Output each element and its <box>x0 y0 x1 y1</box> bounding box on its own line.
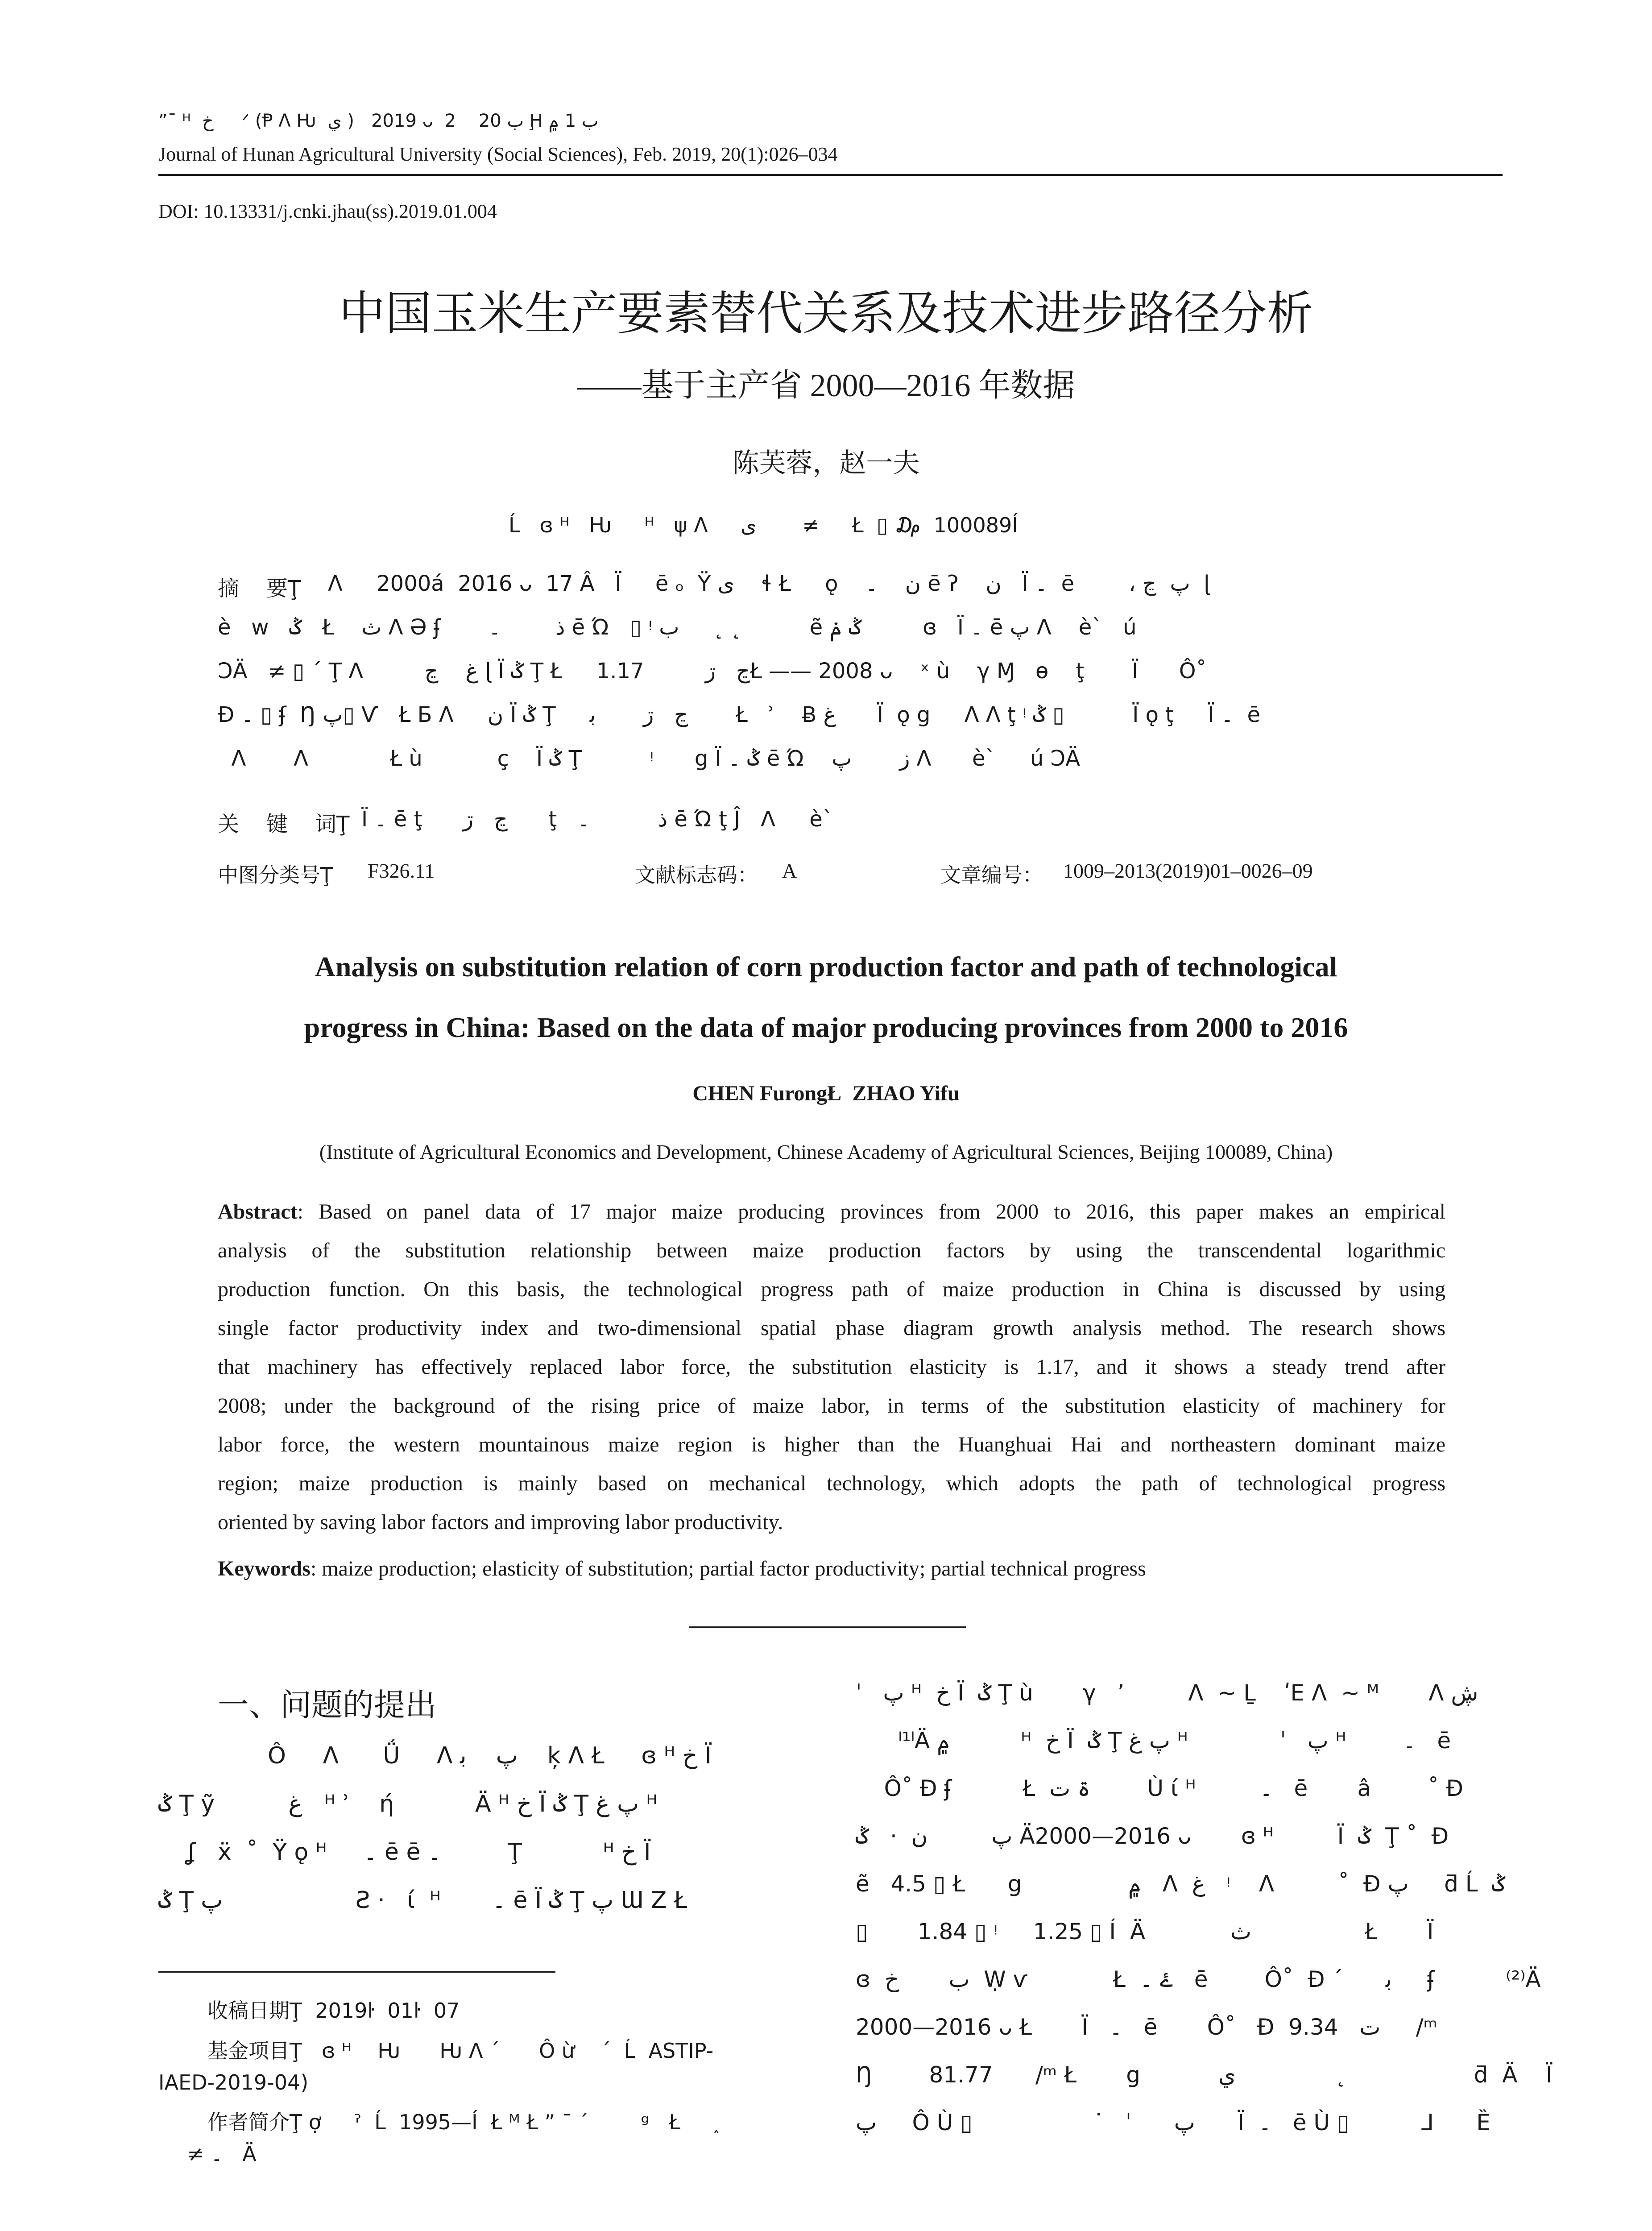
clc-value: F326.11 <box>368 859 435 882</box>
body-line: ẽ 4.5 ▯ Ł g ۾ ᐱ ﻍ ᵎ ᐱ ˚ Ɖ پ ƌ Ĺ ݣ <box>856 1871 1505 1897</box>
abstract-en-line: 2008; under the background of the rising price of maize labor, in terms of the substitution elasticity of machinery for <box>218 1394 1445 1418</box>
section-divider <box>689 1626 966 1628</box>
body-line: ɞ ب ﺥ Ẉ ѵ Ł ۓ ۔ ē Ô˚ Ɖ ˊ ﺑ ʄ ⁽²⁾Ä <box>856 1966 1541 1992</box>
body-line: پ ن · ݣ Ä2000—2016 ᴗ ɞ ᴴ Ï ݣ Ţ ˚ Ɖ <box>856 1823 1449 1849</box>
abstract-en-line: Abstract: Based on panel data of 17 major maize producing provinces from 2000 to 2016, this paper makes an empirical <box>218 1200 1445 1223</box>
abstract-cn-line: ᐱ ᐱ Ł ù ç Ï ݣ Ţ ᵎ g Ï ݣ ۔ ē Ώ ز پ ᐱ è` ú ƆÄ <box>218 746 1081 771</box>
abstract-en-label: Abstract <box>218 1200 298 1223</box>
keywords-en-text: : maize production; elasticity of substitution; partial factor productivity; partial technical progress <box>310 1557 1146 1580</box>
abstract-en-line: production function. On this basis, the technological progress path of maize production in China is discussed by using <box>218 1277 1445 1301</box>
authors-cn: 陈芙蓉，赵一夫 <box>732 448 920 479</box>
abstract-en-line: analysis of the substitution relationship between maize production factors by using the transcendental logarithmic <box>218 1239 1445 1262</box>
title-en: Analysis on substitution relation of corn production factor and path of technological <box>315 951 1337 983</box>
journal-header-cn: ”¯ ᴴ ﺥ ᐟ (Ᵽ ᐱ Ƕ ي ) 2019 ᴗ 2 ب 20 Ḩ ب 1 ۾ <box>158 111 599 131</box>
keywords-en <box>218 1556 1146 1581</box>
body-line: ݣ Ţ پ Ƨ · ί ᴴ ۔ ē Ï ݣ Ţ پ Ɯ Ζ Ł <box>158 1887 687 1914</box>
body-line: Ŋ 81.77 /ᵐ Ł g ي ˛ ƌ Ä Ï <box>856 2062 1553 2088</box>
header-rule <box>158 174 1503 176</box>
abstract-en-line: that machinery has effectively replaced labor force, the substitution elasticity is 1.17, and it shows a steady trend after <box>218 1355 1445 1379</box>
footnote-author-cont: ≠ ۔ Ä <box>174 2142 257 2166</box>
abstract-cn-label: 摘 要Ţ <box>218 576 301 601</box>
keywords-cn-text: Ï ۔ ē ţ ڃ ڗ ţ ذ ۔ ē Ώ ţ Ĵ ᐱ è` <box>361 807 833 832</box>
footnote-funding-cont: IAED-2019-04) <box>158 2070 309 2094</box>
abstract-cn-line: ᐱ 2000á 2016 ᴗ 17 Â Ï ē ₒ Ÿ ى ɬ Ł ǫ ن ۔ ē ʔ ن Ï ۔ ē ، پ ڃ ɭ <box>328 571 1210 596</box>
footnote-rule <box>158 1971 555 1973</box>
body-line: ݣ Ţ ỹ ﻍ ᴴ ʾ ή Ä ᴴ ﺥ Ï ݣ Ţ پ ﻍ ᴴ <box>158 1791 658 1817</box>
journal-header-en: Journal of Hunan Agricultural University (Social Sciences), Feb. 2019, 20(1):026–034 <box>158 143 838 165</box>
abstract-en-line: labor force, the western mountainous maize region is higher than the Huanghuai Hai and northeastern dominant maize <box>218 1433 1445 1456</box>
body-line: پ Ô Ù ▯ ˙ ˈ پ Ï ۔ ē Ù ▯ ᒧ Ȅ <box>856 2110 1491 2136</box>
subtitle-cn: ——基于主产省 2000—2016 年数据 <box>577 368 1075 403</box>
abstract-cn-line: è ᴡ ݣ Ł ث ᐱ Ə ʄ ذ ۔ ē Ώ ▯ ᵎ ب ˛ ˛ ẽ ݣ ݥ ɞ Ï ۔ ē پ ᐱ è` ú <box>218 615 1137 640</box>
footnote-funding: 基金项目Ţ ɞ ᴴ Ƕ Ƕ ᐱ ˊ Ô ừ ˊ Ĺ ASTIP- <box>207 2039 714 2063</box>
section-heading: 一、问题的提出 <box>218 1687 436 1723</box>
clc-label: 中图分类号Ţ <box>218 863 333 887</box>
affiliation-cn: Ĺ ɞ ᴴ Ƕ ᴴ ψ ᐱ ى ≠ Ł ▯ ₯ 100089Í <box>509 513 1018 537</box>
body-line: Ô ᐱ Ǘ ᐱ پ ﺑ ķ ᐱ Ł ɞ ᴴ ﺥ Ï <box>268 1742 712 1769</box>
title-en-line2: progress in China: Based on the data of major producing provinces from 2000 to 2016 <box>304 1012 1348 1043</box>
body-line: ʆ ẍ ˚ Ÿ ǫ ᴴ ۔ ē ē ۔ Ţ ᴴ ﺥ Ï <box>158 1839 651 1866</box>
abstract-en-line: region; maize production is mainly based on mechanical technology, which adopts the path of technological progress <box>218 1472 1445 1495</box>
abstract-en-line: oriented by saving labor factors and improving labor productivity. <box>218 1510 783 1534</box>
keywords-en-label: Keywords <box>218 1557 311 1580</box>
abstract-cn-line: ƆÄ ≠ ▯ ´ Ţ ᐱ ﻍ ڃ ɭ Ï ݣ Ţ Ł ڃ ڗ 1.17Ł —— 2008 ᴗ ˣ ù γ Ɱ ɵ ţ Ï Ô˚ <box>218 659 1207 684</box>
body-line: 2000—2016 ᴗ Ł Ï ۔ ē Ô˚ Ɖ ت 9.34 /ᵐ <box>856 2014 1437 2040</box>
abstract-en <box>218 1192 1445 1542</box>
title-cn: 中国玉米生产要素替代关系及技术进步路径分析 <box>339 286 1313 340</box>
abstract-cn-line: Ɖ ۔ ▯ ʄ Ŋ پ▯ Ѵ Ł Ƃ ᐱ ن Ï ݣ Ţ ڃ ڗ ﺑ Ł ʾ Ƀ ﻍ Ï ǫ g ᐱ ᐱ ţ ᵎ ݣ ▯ Ï ǫ ţ Ï ۔ ē <box>218 702 1260 727</box>
classification-row <box>218 859 1503 886</box>
body-line: ▯ 1.84 ▯ ᵎ 1.25 ▯ Í Ä ث Ł Ï <box>856 1919 1434 1945</box>
authors-en: CHEN FurongŁ ZHAO Yifu <box>692 1082 960 1105</box>
doc-code-value: A <box>782 859 797 882</box>
body-line: ˈ پ ᴴ ﺥ Ï ݣ Ţ ù γ ʼ ᐱ ~ Ḻ ʹE ᐱ ~ ᴹ ᐱ ڜ <box>856 1680 1478 1706</box>
article-number-value: 1009–2013(2019)01–0026–09 <box>1063 859 1313 882</box>
abstract-en-line: single factor productivity index and two-dimensional spatial phase diagram growth analysis method. The research shows <box>218 1316 1445 1340</box>
body-line: Ô˚ Ɖ ʄ Ł ۃ ت Ù ί ᴴ ۔ ē â ˚ Ɖ <box>856 1775 1463 1801</box>
article-number-label: 文章编号： <box>940 863 1043 887</box>
body-line: ˡ¹ˡÄ ۾ ᴴ ﺥ Ï ݣ Ţ پ ﻍ ᴴ ˈ پ ᴴ ۔ ē <box>856 1728 1451 1754</box>
affiliation-en: (Institute of Agricultural Economics and Development, Chinese Academy of Agricultural Sciences, Beijing 100089, China) <box>319 1140 1333 1163</box>
footnote-received: 收稿日期Ţ 2019ŀ 01ŀ 07 <box>207 1999 460 2023</box>
doc-code-label: 文献标志码： <box>635 863 758 887</box>
footnote-author: 作者简介Ţ ợ ˀ Ĺ 1995—Í Ł ᴹ Ł ” ¯ ˊ ᵍ Ł ˰ <box>207 2110 720 2134</box>
doi: DOI: 10.13331/j.cnki.jhau(ss).2019.01.004 <box>158 200 497 222</box>
keywords-cn-label: 关 键 词Ţ <box>218 812 350 837</box>
